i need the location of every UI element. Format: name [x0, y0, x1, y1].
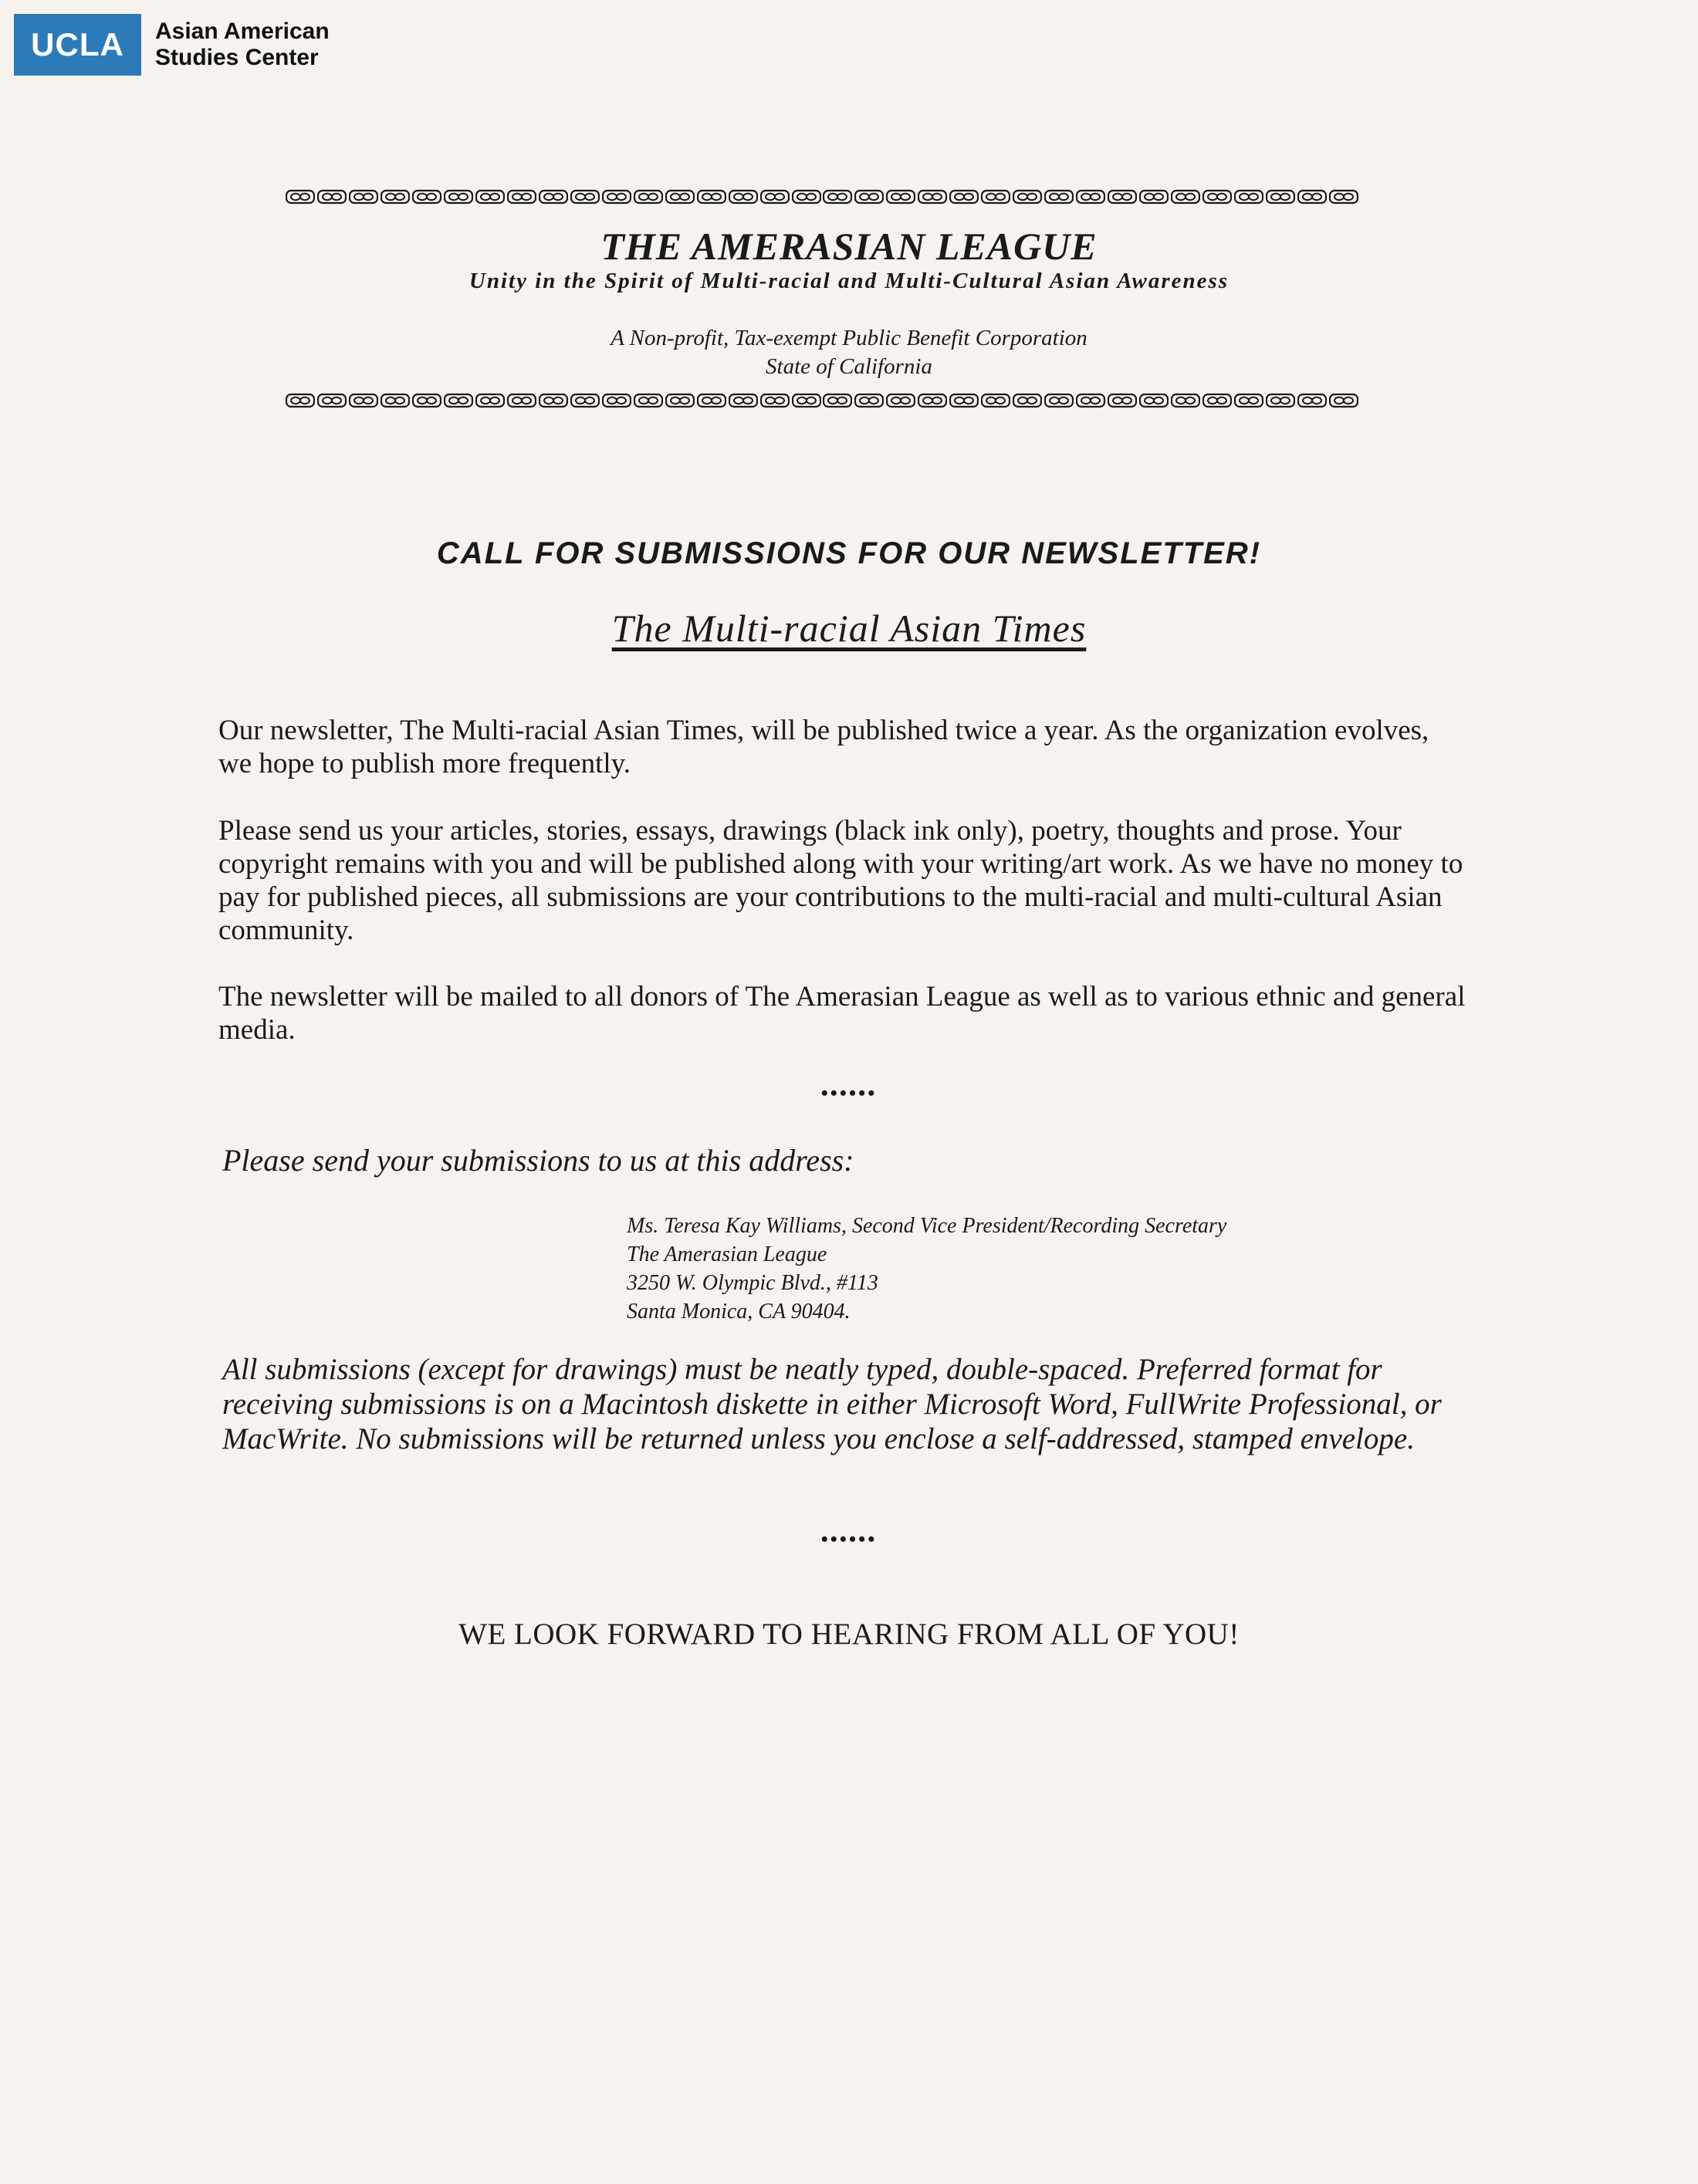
knot-ornament-icon — [1329, 393, 1358, 408]
organization-tagline: Unity in the Spirit of Multi-racial and Multi-Cultural Asian Awareness — [468, 269, 1230, 293]
decorative-border-top — [286, 188, 1358, 205]
knot-ornament-icon — [1234, 189, 1263, 205]
paragraph-submissions: Please send us your articles, stories, essays, drawings (black ink only), poetry, thoughts and prose. Your copyright remains with you and will be published along with your writing/art work. As we have no money to pay for published pieces, all submissions are your contributions to the multi-racial and multi-cultural Asian community. — [218, 815, 1463, 946]
knot-ornament-icon — [539, 393, 568, 408]
knot-ornament-icon — [886, 189, 915, 205]
knot-ornament-icon — [1139, 189, 1169, 205]
newsletter-title: The Multi-racial Asian Times — [611, 607, 1087, 650]
knot-ornament-icon — [539, 189, 568, 205]
knot-ornament-icon — [602, 189, 631, 205]
knot-ornament-icon — [1266, 393, 1295, 408]
knot-ornament-icon — [570, 393, 600, 408]
knot-ornament-icon — [792, 189, 821, 205]
knot-ornament-icon — [507, 393, 536, 408]
knot-ornament-icon — [1076, 189, 1105, 205]
separator-dots: •••••• — [820, 1528, 878, 1550]
knot-ornament-icon — [570, 189, 600, 205]
knot-ornament-icon — [381, 189, 410, 205]
knot-ornament-icon — [634, 189, 663, 205]
corporation-line-1: A Non-profit, Tax-exempt Public Benefit Corporation — [611, 326, 1087, 350]
knot-ornament-icon — [412, 189, 441, 205]
knot-ornament-icon — [792, 393, 821, 408]
paragraph-distribution: The newsletter will be mailed to all donors of The Amerasian League as well as to various ethnic and general media. — [218, 981, 1466, 1046]
knot-ornament-icon — [444, 393, 473, 408]
knot-ornament-icon — [286, 393, 315, 408]
knot-ornament-icon — [381, 393, 410, 408]
ucla-aasc-logo — [14, 14, 330, 76]
separator-dots: •••••• — [820, 1082, 878, 1104]
knot-ornament-icon — [949, 393, 979, 408]
knot-ornament-icon — [1044, 189, 1074, 205]
knot-ornament-icon — [1139, 393, 1169, 408]
knot-ornament-icon — [760, 189, 790, 205]
knot-ornament-icon — [981, 189, 1010, 205]
knot-ornament-icon — [729, 189, 758, 205]
knot-ornament-icon — [475, 393, 505, 408]
knot-ornament-icon — [286, 189, 315, 205]
corporation-info — [0, 324, 1698, 381]
knot-ornament-icon — [823, 393, 852, 408]
knot-ornament-icon — [349, 189, 378, 205]
closing-message: WE LOOK FORWARD TO HEARING FROM ALL OF YOU! — [458, 1618, 1240, 1651]
logo-line-1: Asian American — [155, 19, 330, 44]
knot-ornament-icon — [1108, 393, 1137, 408]
submission-notes: All submissions (except for drawings) must be neatly typed, double-spaced. Preferred format for receiving submissions is on a Macintosh diskette in either Microsoft Word, FullWrite Professional, or MacWrite. No submissions will be returned unless you enclose a self-addressed, stamped envelope. — [222, 1353, 1442, 1455]
knot-ornament-icon — [981, 393, 1010, 408]
knot-ornament-icon — [1013, 393, 1042, 408]
call-for-submissions-heading: CALL FOR SUBMISSIONS FOR OUR NEWSLETTER! — [436, 536, 1262, 570]
knot-ornament-icon — [602, 393, 631, 408]
knot-ornament-icon — [1171, 189, 1200, 205]
knot-ornament-icon — [823, 189, 852, 205]
mailing-address — [627, 1212, 1226, 1326]
knot-ornament-icon — [317, 189, 347, 205]
knot-ornament-icon — [697, 189, 726, 205]
knot-ornament-icon — [1044, 393, 1074, 408]
knot-ornament-icon — [1234, 393, 1263, 408]
knot-ornament-icon — [1171, 393, 1200, 408]
knot-ornament-icon — [412, 393, 441, 408]
knot-ornament-icon — [854, 393, 884, 408]
knot-ornament-icon — [1076, 393, 1105, 408]
address-line-3: 3250 W. Olympic Blvd., #113 — [627, 1271, 878, 1295]
decorative-border-bottom — [286, 392, 1358, 409]
logo-line-2: Studies Center — [155, 45, 319, 70]
knot-ornament-icon — [918, 393, 947, 408]
corporation-line-2: State of California — [766, 354, 932, 379]
knot-ornament-icon — [1297, 189, 1327, 205]
knot-ornament-icon — [760, 393, 790, 408]
knot-ornament-icon — [475, 189, 505, 205]
knot-ornament-icon — [1013, 189, 1042, 205]
address-line-1: Ms. Teresa Kay Williams, Second Vice President/Recording Secretary — [627, 1214, 1227, 1238]
knot-ornament-icon — [1297, 393, 1327, 408]
knot-ornament-icon — [349, 393, 378, 408]
knot-ornament-icon — [634, 393, 663, 408]
knot-ornament-icon — [697, 393, 726, 408]
knot-ornament-icon — [317, 393, 347, 408]
knot-ornament-icon — [1329, 189, 1358, 205]
knot-ornament-icon — [444, 189, 473, 205]
logo-center-name — [155, 19, 330, 71]
knot-ornament-icon — [1266, 189, 1295, 205]
knot-ornament-icon — [665, 393, 695, 408]
paragraph-publication: Our newsletter, The Multi-racial Asian Times, will be published twice a year. As the organization evolves, we hope to publish more frequently. — [218, 715, 1429, 779]
knot-ornament-icon — [1202, 393, 1232, 408]
knot-ornament-icon — [729, 393, 758, 408]
knot-ornament-icon — [918, 189, 947, 205]
address-line-4: Santa Monica, CA 90404. — [627, 1300, 851, 1324]
knot-ornament-icon — [507, 189, 536, 205]
send-instruction: Please send your submissions to us at this address: — [222, 1143, 854, 1178]
address-line-2: The Amerasian League — [627, 1242, 827, 1266]
knot-ornament-icon — [854, 189, 884, 205]
ucla-logo-box: UCLA — [14, 14, 141, 76]
knot-ornament-icon — [1108, 189, 1137, 205]
knot-ornament-icon — [665, 189, 695, 205]
knot-ornament-icon — [1202, 189, 1232, 205]
organization-name: THE AMERASIAN LEAGUE — [600, 225, 1098, 268]
knot-ornament-icon — [886, 393, 915, 408]
knot-ornament-icon — [949, 189, 979, 205]
